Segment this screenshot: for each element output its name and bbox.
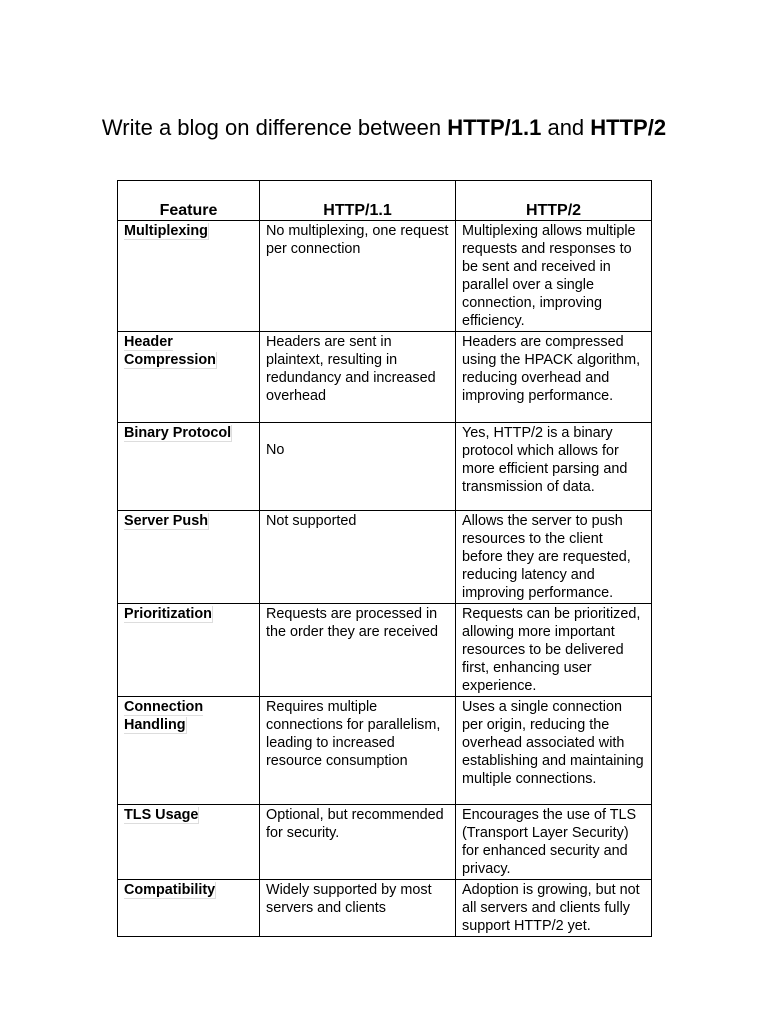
table-row [118, 805, 652, 880]
http11-cell: Headers are sent in plaintext, resulting in redundancy and increased overhead [260, 332, 456, 423]
feature-label: Binary Protocol [124, 425, 232, 441]
http2-cell: Allows the server to push resources to the client before they are requested, reducing latency and improving performance. [456, 511, 652, 604]
feature-cell [118, 697, 260, 805]
feature-label: Header Compression [124, 334, 216, 368]
header-http2: HTTP/2 [456, 181, 652, 221]
http11-cell: Requests are processed in the order they are received [260, 604, 456, 697]
table-row [118, 332, 652, 423]
table-row [118, 604, 652, 697]
page-title [0, 115, 768, 141]
http2-cell: Adoption is growing, but not all servers and clients fully support HTTP/2 yet. [456, 880, 652, 937]
table-row [118, 880, 652, 937]
http2-cell: Yes, HTTP/2 is a binary protocol which allows for more efficient parsing and transmission of data. [456, 423, 652, 511]
title-middle: and [541, 115, 591, 140]
title-prefix: Write a blog on difference between [101, 115, 448, 140]
http2-cell: Requests can be prioritized, allowing more important resources to be delivered first, enhancing user experience. [456, 604, 652, 697]
feature-label: Prioritization [124, 606, 212, 622]
http11-cell: No multiplexing, one request per connection [260, 221, 456, 332]
http2-cell: Encourages the use of TLS (Transport Layer Security) for enhanced security and privacy. [456, 805, 652, 880]
feature-label: Connection Handling [124, 699, 204, 733]
title-http11: HTTP/1.1 [447, 115, 542, 140]
table-header-row [118, 181, 652, 221]
feature-cell [118, 805, 260, 880]
header-http11: HTTP/1.1 [260, 181, 456, 221]
http2-cell: Uses a single connection per origin, reducing the overhead associated with establishing and maintaining multiple connections. [456, 697, 652, 805]
feature-cell [118, 332, 260, 423]
table-row [118, 423, 652, 511]
feature-cell [118, 604, 260, 697]
feature-label: Multiplexing [124, 223, 208, 239]
table-row [118, 697, 652, 805]
feature-cell [118, 221, 260, 332]
table-row [118, 221, 652, 332]
header-feature: Feature [118, 181, 260, 221]
http11-cell: Optional, but recommended for security. [260, 805, 456, 880]
http11-cell: Not supported [260, 511, 456, 604]
feature-cell [118, 880, 260, 937]
feature-cell [118, 511, 260, 604]
http11-cell: Requires multiple connections for parallelism, leading to increased resource consumption [260, 697, 456, 805]
http2-cell: Multiplexing allows multiple requests and responses to be sent and received in parallel over a single connection, improving efficiency. [456, 221, 652, 332]
feature-label: Compatibility [124, 882, 216, 898]
http2-cell: Headers are compressed using the HPACK algorithm, reducing overhead and improving performance. [456, 332, 652, 423]
comparison-table [117, 180, 652, 937]
feature-label: TLS Usage [124, 807, 199, 823]
http11-cell: No [260, 423, 456, 511]
table-row [118, 511, 652, 604]
title-http2: HTTP/2 [590, 115, 667, 140]
feature-label: Server Push [124, 513, 208, 529]
feature-cell [118, 423, 260, 511]
http11-cell: Widely supported by most servers and clients [260, 880, 456, 937]
